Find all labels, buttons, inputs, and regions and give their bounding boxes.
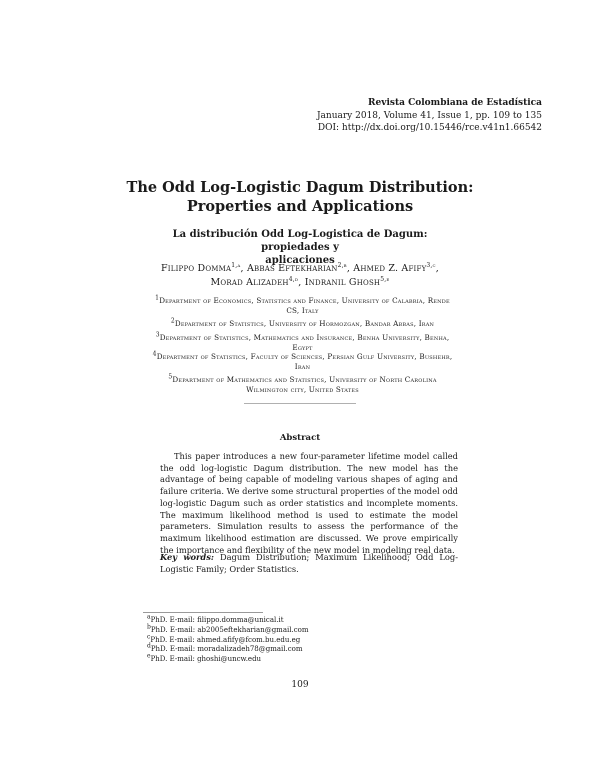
author-list: Filippo Domma$^{1,a}$, Abbas Eftekharian$^{2,b}$, Ahmed Z. Afify$^{3,c}$, Morad Alizadeh$^{4,d}$, Indranil Ghosh$^{5,e}$ — [160, 261, 440, 288]
footnote-rule — [143, 612, 263, 613]
footnote-mark: e — [147, 652, 151, 660]
affiliation-text: Iran — [294, 362, 311, 371]
footnote — [147, 613, 308, 626]
affiliation-text: Department of Economics, Statistics and Finance, University of Calabria, Rende — [159, 296, 450, 305]
affiliation-text: Department of Statistics, University of Hormozgan, Bandar Abbas, Iran — [174, 319, 435, 328]
affiliation-3 — [130, 333, 475, 353]
title-line-2: Properties and Applications — [186, 198, 414, 215]
keywords-text: Dagum Distribution; Maximum Likelihood; Odd Log-Logistic Family; Order Statistics. — [160, 552, 458, 574]
footnote-mark: b — [147, 623, 151, 631]
separator-rule — [244, 403, 356, 404]
footnote-mark: c — [147, 633, 151, 641]
affiliation-text: Department of Mathematics and Statistics, University of North Carolina — [172, 375, 437, 384]
affiliation-num: 3 — [155, 331, 160, 339]
footnote-text: PhD. E-mail: ab2005eftekharian@gmail.com — [150, 625, 309, 634]
footnote — [147, 633, 308, 646]
keywords-label: Key words: — [160, 552, 214, 562]
affiliation-text: Egypt — [292, 343, 313, 352]
affiliation-num: 4 — [152, 350, 157, 358]
footnote-mark: d — [147, 643, 151, 651]
footnote-text: PhD. E-mail: ahmed.afify@fcom.bu.edu.eg — [150, 635, 301, 644]
footnote — [147, 623, 309, 636]
footnotes — [147, 613, 309, 665]
author-name: Abbas Eftekharian — [246, 263, 338, 274]
paper-title — [0, 178, 600, 216]
footnote — [147, 652, 308, 665]
subtitle-line-2: aplicaciones — [265, 255, 335, 266]
abstract-body: This paper introduces a new four-parameter lifetime model called the odd log-logistic Dagum distribution. The new model has the advantage of being capable of modeling various shapes of aging and failure criteria. We derive some structural properties of the model odd log-logistic Dagum such as order statistics and incomplete moments. The maximum likelihood method is used to estimate the model parameters. Simulation results to assess the performance of the maximum likelihood estimation are discussed. We prove empirically the importance and flexibility of the new model in modeling real data. — [160, 451, 458, 555]
journal-name: Revista Colombiana de Estadística — [368, 98, 542, 108]
journal-header — [317, 97, 542, 135]
affiliation-5 — [130, 375, 475, 395]
journal-issue: January 2018, Volume 41, Issue 1, pp. 109 to 135 — [316, 110, 542, 121]
footnote-mark: a — [147, 613, 151, 621]
page-number: 109 — [291, 680, 309, 690]
title-line-1: The Odd Log-Logistic Dagum Distribution: — [126, 179, 474, 196]
affiliation-text: CS, Italy — [286, 306, 319, 315]
affiliation-num: 2 — [170, 317, 175, 325]
keywords — [160, 552, 458, 575]
author-sup: 4,d — [288, 275, 299, 283]
author-name: Ahmed Z. Afify — [353, 263, 427, 274]
affiliation-text: Department of Statistics, Faculty of Sciences, Persian Gulf University, Bushehr, — [156, 352, 453, 361]
footnote-text: PhD. E-mail: moradalizadeh78@gmail.com — [150, 645, 303, 654]
abstract-heading: Abstract — [279, 433, 321, 443]
footnote-text: PhD. E-mail: ghoshi@uncw.edu — [150, 655, 262, 664]
subtitle-line-1: La distribución Odd Log-Logistica de Dagum: propiedades y — [172, 229, 428, 253]
author-name: Indranil Ghosh — [304, 277, 381, 288]
affiliation-text: Wilmington city, United States — [246, 385, 359, 394]
author-sup: 2,b — [337, 261, 347, 269]
author-sup: 3,c — [426, 261, 436, 269]
affiliation-num: 1 — [155, 294, 160, 302]
author-name: Morad Alizadeh — [210, 277, 289, 288]
affiliation-4 — [130, 352, 475, 372]
author-name: Filippo Domma — [160, 263, 232, 274]
journal-doi: DOI: http://dx.doi.org/10.15446/rce.v41n1.66542 — [317, 123, 542, 133]
affiliation-text: Department of Statistics, Mathematics and Insurance, Benha University, Benha, — [159, 333, 450, 342]
affiliation-num: 5 — [168, 373, 173, 381]
footnote — [147, 645, 308, 655]
footnote-text: PhD. E-mail: filippo.domma@unical.it — [150, 616, 284, 624]
affiliation-2 — [130, 319, 475, 329]
author-sup: 5,e — [380, 275, 390, 283]
author-sup: 1,a — [231, 261, 241, 269]
affiliation-1 — [130, 296, 475, 316]
